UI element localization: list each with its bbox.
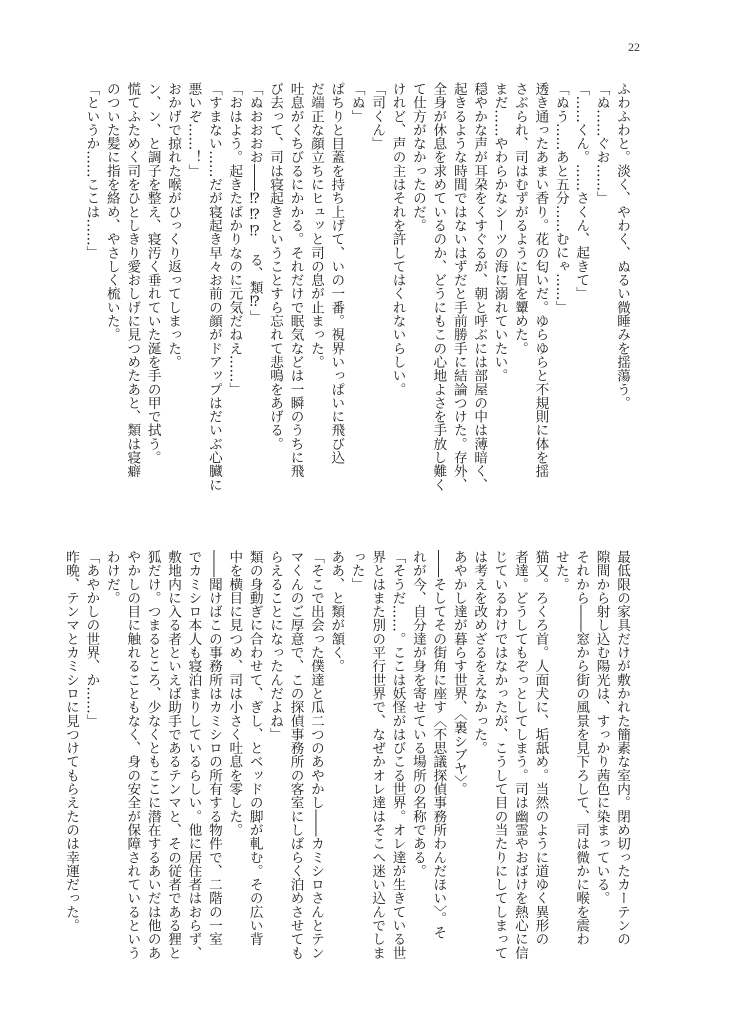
text-line: った」	[348, 550, 365, 591]
text-line: 隙間から射し込む陽光は、すっかり茜色に染まっている。	[593, 550, 610, 905]
text-line: 狐だけ。つまるところ、少なくともここに潜在するあいだは他のあ	[144, 550, 161, 960]
page-number: 22	[628, 40, 640, 54]
text-line: じているわけではなかったが、こうして目の当たりにしてしまって	[491, 550, 508, 960]
text-line: 「あやかしの世界、か……」	[83, 550, 100, 728]
text-line: わけだ。	[103, 550, 120, 605]
text-line: は考えを改めざるをえなかった。	[471, 550, 488, 755]
text-line: 起きるような時間ではないはずだと手前勝手に結論つけた。存外、	[450, 82, 467, 492]
text-line: 慌てふためく司をひとしきり愛おしげに見つめたあと、類は寝癖	[124, 82, 141, 478]
text-line: れが今、自分達が身を寄せている場所の名称である。	[409, 550, 426, 878]
text-line: ふわふわと。淡く、やわく、ぬるい微睡みを揺蕩う。	[614, 82, 630, 410]
text-line: 類の身動ぎに合わせて、ぎし、とベッドの脚が軋む。その広い背	[246, 550, 263, 946]
text-line: て仕方がなかったのだ。	[409, 82, 426, 233]
text-line: 「ぬ」	[348, 82, 365, 123]
text-line: 「ぬう……あと五分……むにゃ……」	[552, 82, 569, 315]
text-line: 「ぬおおおお――⁉⁉⁉ る、類⁉」	[246, 82, 263, 324]
text-line: まだ……やわらかなシーツの海に溺れていたい。	[491, 82, 508, 383]
text-line: 「というか……ここは……」	[83, 82, 100, 260]
text-line: ああ、と類が頷く。	[328, 550, 345, 673]
text-line: 悪いぞ……！」	[185, 82, 202, 178]
text-line: 「司くん」	[369, 82, 386, 151]
text-line: ――聞けばこの事務所はカミシロの所有する物件で、二階の一室	[205, 550, 222, 946]
text-line: あやかし達が暮らす世界、〈裏シブヤ〉。	[450, 550, 467, 796]
text-line: でカミシロ本人も寝泊まりしているらしい。他に居住者はおらず、	[185, 550, 202, 960]
text-line: 昨晩、テンマとカミシロに見つけてもらえたのは幸運だった。	[63, 550, 80, 933]
text-line: ――そしてその街角に座す〈不思議探偵事務所わんだほい〉。そ	[430, 550, 447, 940]
text-line: 中を横目に見つめ、司は小さく吐息を零した。	[226, 550, 243, 837]
text-line: 「すまない……だが寝起き早々お前の顔がドアップはだいぶ心臓に	[205, 82, 222, 492]
text-line: マくんのご厚意で、この探偵事務所の客室にしばらく泊めさせても	[287, 550, 304, 960]
text-line: 敷地内に入る者といえば助手であるテンマと、その従者である狸と	[165, 550, 182, 960]
text-line: 「おはよう。起きたばかりなのに元気だねえ……」	[226, 82, 243, 396]
text-line: 全身が休息を求めているのか、どうにもこの心地よさを手放し難く	[430, 82, 447, 492]
text-line: けれど、声の主はそれを許してはくれないらしい。	[389, 82, 406, 396]
text-line: せた。	[552, 550, 569, 591]
text-line: 猫又。ろくろ首。人面犬に、垢舐め。当然のように道ゆく異形の	[532, 550, 549, 946]
text-line: らえることになったんだよね」	[267, 550, 284, 742]
text-line: おかげで掠れた喉がひっくり返ってしまった。	[165, 82, 182, 369]
text-line: 「……くん。……さくん、起きて」	[573, 82, 590, 301]
text-line: だ端正な顔立ちにヒュッと司の息が止まった。	[307, 82, 324, 369]
text-line: 吐息がくちびるにかかる。それだけで眠気などは一瞬のうちに飛	[287, 82, 304, 478]
text-line: 「そうだ……。ここは妖怪がはびこる世界。オレ達が生きている世	[389, 550, 406, 960]
text-line: それから――窓から街の風景を見下ろして、司は微かに喉を震わ	[573, 550, 590, 946]
text-line: ぱちりと目蓋を持ち上げて、いの一番。視界いっぱいに飛び込	[328, 82, 345, 465]
text-line: 最低限の家具だけが敷かれた簡素な室内。閉め切ったカーテンの	[614, 550, 630, 946]
text-line: ン、ン、と調子を整え、寝汚く垂れていた涎を手の甲で拭う。	[144, 82, 161, 465]
text-line: 穏やかな声が耳朶をくすぐるが、朝と呼ぶには部屋の中は薄暗く、	[471, 82, 488, 492]
text-line: 透き通ったあまい香り。花の匂いだ。ゆらゆらと不規則に体を揺	[532, 82, 549, 478]
text-line: 「ぬ……ぐお……」	[593, 82, 610, 205]
top-text-block	[81, 82, 632, 500]
text-line: やかしの目に触れることもなく、身の安全が保障されているという	[124, 550, 141, 960]
text-line: さぶられ、司はむずがるように眉を顰めた。	[511, 82, 528, 355]
text-line: び去って、司は寝起きということすら忘れて悲鳴をあげる。	[267, 82, 284, 451]
text-line: のついた髪に指を絡め、やさしく梳いた。	[103, 82, 120, 342]
text-line: 界とはまた別の平行世界で、なぜかオレ達はそこへ迷い込んでしま	[369, 550, 386, 960]
text-line: 者達。どうしてもぞっとしてしまう。司は幽霊やおばけを熱心に信	[511, 550, 528, 960]
text-line: 「そこで出会った僕達と瓜二つのあやかし――カミシロさんとテン	[307, 550, 324, 960]
bottom-text-block	[61, 550, 632, 958]
